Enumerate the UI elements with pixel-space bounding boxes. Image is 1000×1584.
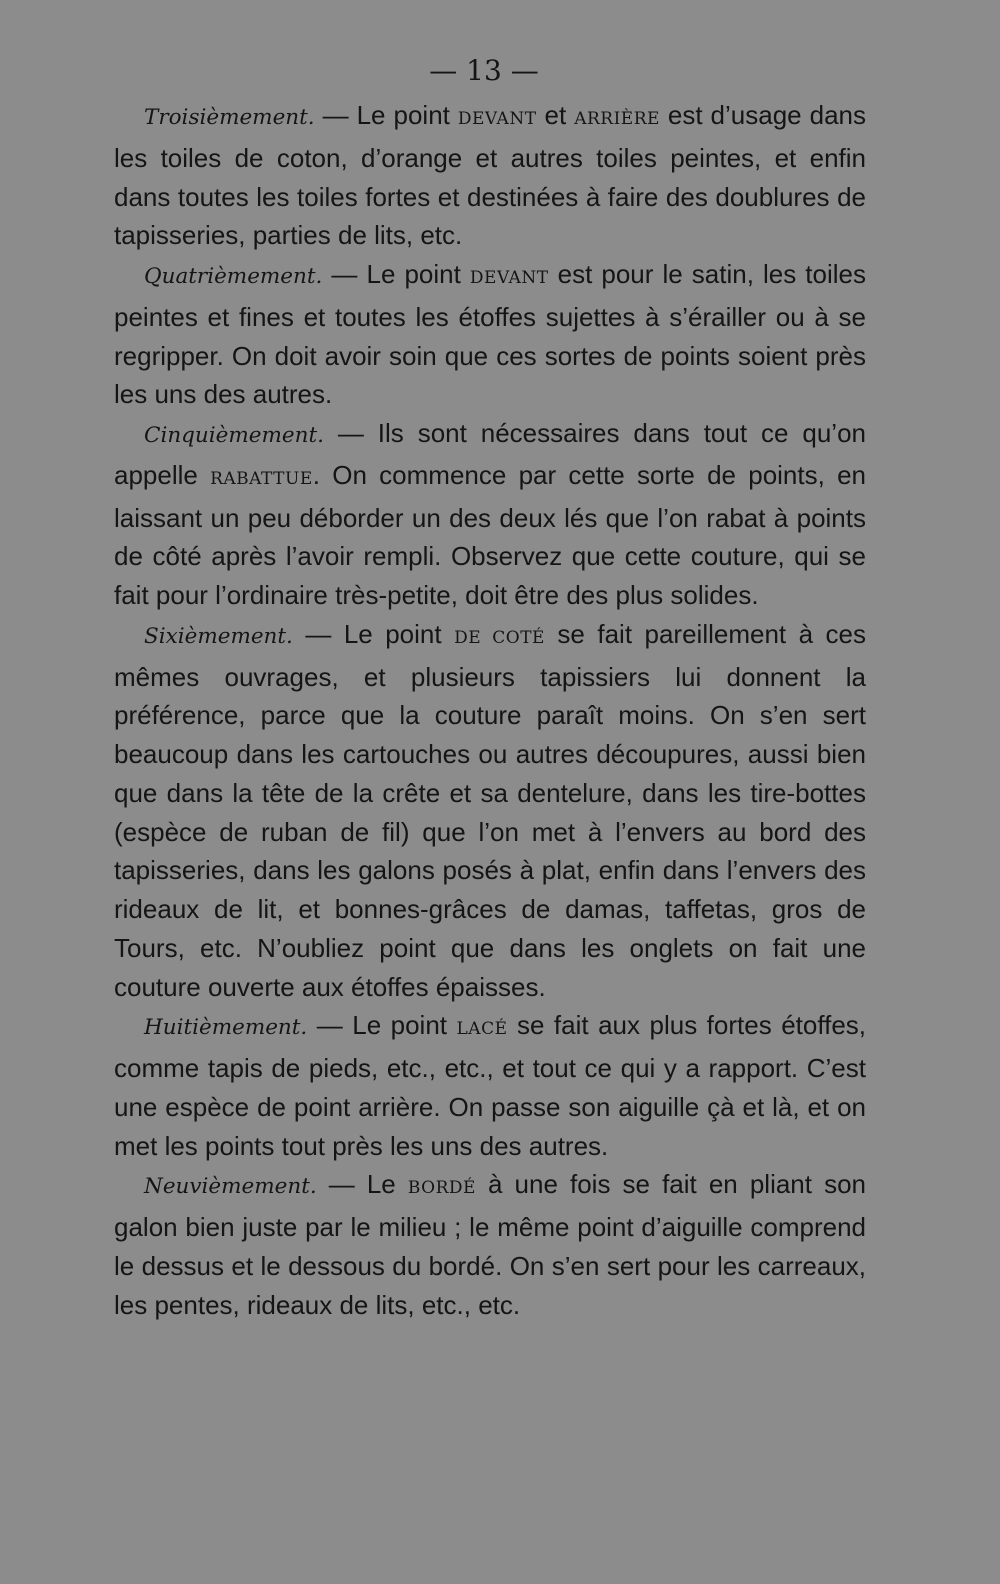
body-text: [114, 96, 866, 1324]
paragraph-text: et: [536, 100, 575, 130]
paragraph-lead: Huitièmement.: [144, 1015, 308, 1041]
page-number: — 13 —: [429, 54, 539, 87]
paragraph-text: — Le: [316, 1169, 408, 1200]
paragraph-text: se fait aux plus fortes étoffes, comme tapis de pieds, etc., etc., et tout ce qui y a rapport. C’est une espèce de point arrière. On passe son aiguille çà et là, et on met les points tout près les uns des autres.: [114, 1010, 866, 1161]
paragraph-huitiemement: [114, 1006, 866, 1165]
paragraph-text: — Le point: [322, 259, 470, 289]
small-caps-term: BORDÉ: [407, 1178, 476, 1199]
paragraph-text: est pour le satin, les toiles peintes et fines et toutes les étoffes sujettes à s’érailler ou à se regripper. On doit avoir soin que ces sortes de points soient près les uns des autres.: [114, 259, 866, 410]
paragraph-troisiemement: [114, 96, 866, 255]
small-caps-term: DEVANT: [457, 109, 537, 129]
paragraph-text: — Ils sont nécessaires dans tout ce qu’on appelle: [114, 418, 866, 490]
paragraph-sixiemement: [114, 615, 866, 1007]
small-caps-term: LACÉ: [456, 1019, 508, 1040]
paragraph-text: se fait pareillement à ces mêmes ouvrages, et plusieurs tapissiers lui donnent la préférence, parce que la couture paraît moins. On s’en sert beaucoup dans les cartouches ou autres découpures, aussi bien que dans la tête de la crête et sa dentelure, dans les tire-bottes (espèce de ruban de fil) que l’on met à l’envers au bord des tapisseries, dans les galons posés à plat, enfin dans l’envers des rideaux de lit, et bonnes-grâces de damas, taffetas, gros de Tours, etc. N’oubliez point que dans les onglets on fait une couture ouverte aux étoffes épaisses.: [114, 618, 866, 1002]
paragraph-lead: Sixièmement.: [144, 623, 293, 649]
paragraph-lead: Quatrièmement.: [144, 264, 323, 289]
paragraph-text: est d’usage dans les toiles de coton, d’orange et autres toiles peintes, et enfin dans toutes les toiles fortes et destinées à faire des doublures de tapisseries, parties de lits, etc.: [114, 100, 866, 251]
paragraph-text: . On commence par cette sorte de points, en laissant un peu déborder un des deux lés que l’on rabat à points de côté après l’avoir rempli. Observez que cette couture, qui se fait pour l’ordinaire très-petite, doit être des plus solides.: [114, 459, 867, 610]
paragraph-neuviemement: [114, 1165, 866, 1324]
paragraph-text: à une fois se fait en pliant son galon bien juste par le milieu ; le même point d’aiguille comprend le dessus et le dessous du bordé. On s’en sert pour les carreaux, les pentes, rideaux de lits, etc., etc.: [114, 1169, 866, 1320]
paragraph-cinquiemement: [114, 414, 866, 615]
paragraph-lead: Troisièmement.: [144, 105, 315, 130]
paragraph-text: — Le point: [307, 1010, 457, 1041]
paragraph-quatriemement: [114, 255, 866, 414]
paragraph-text: — Le point: [314, 100, 458, 130]
small-caps-term: RABATTUE: [210, 468, 313, 489]
paragraph-lead: Neuvièmement.: [144, 1174, 317, 1200]
paragraph-lead: Cinquièmement.: [144, 423, 324, 448]
small-caps-term: DE COTÉ: [454, 627, 545, 648]
small-caps-term: ARRIÈRE: [574, 109, 660, 129]
small-caps-term: DEVANT: [469, 268, 549, 288]
paragraph-text: — Le point: [292, 618, 455, 649]
